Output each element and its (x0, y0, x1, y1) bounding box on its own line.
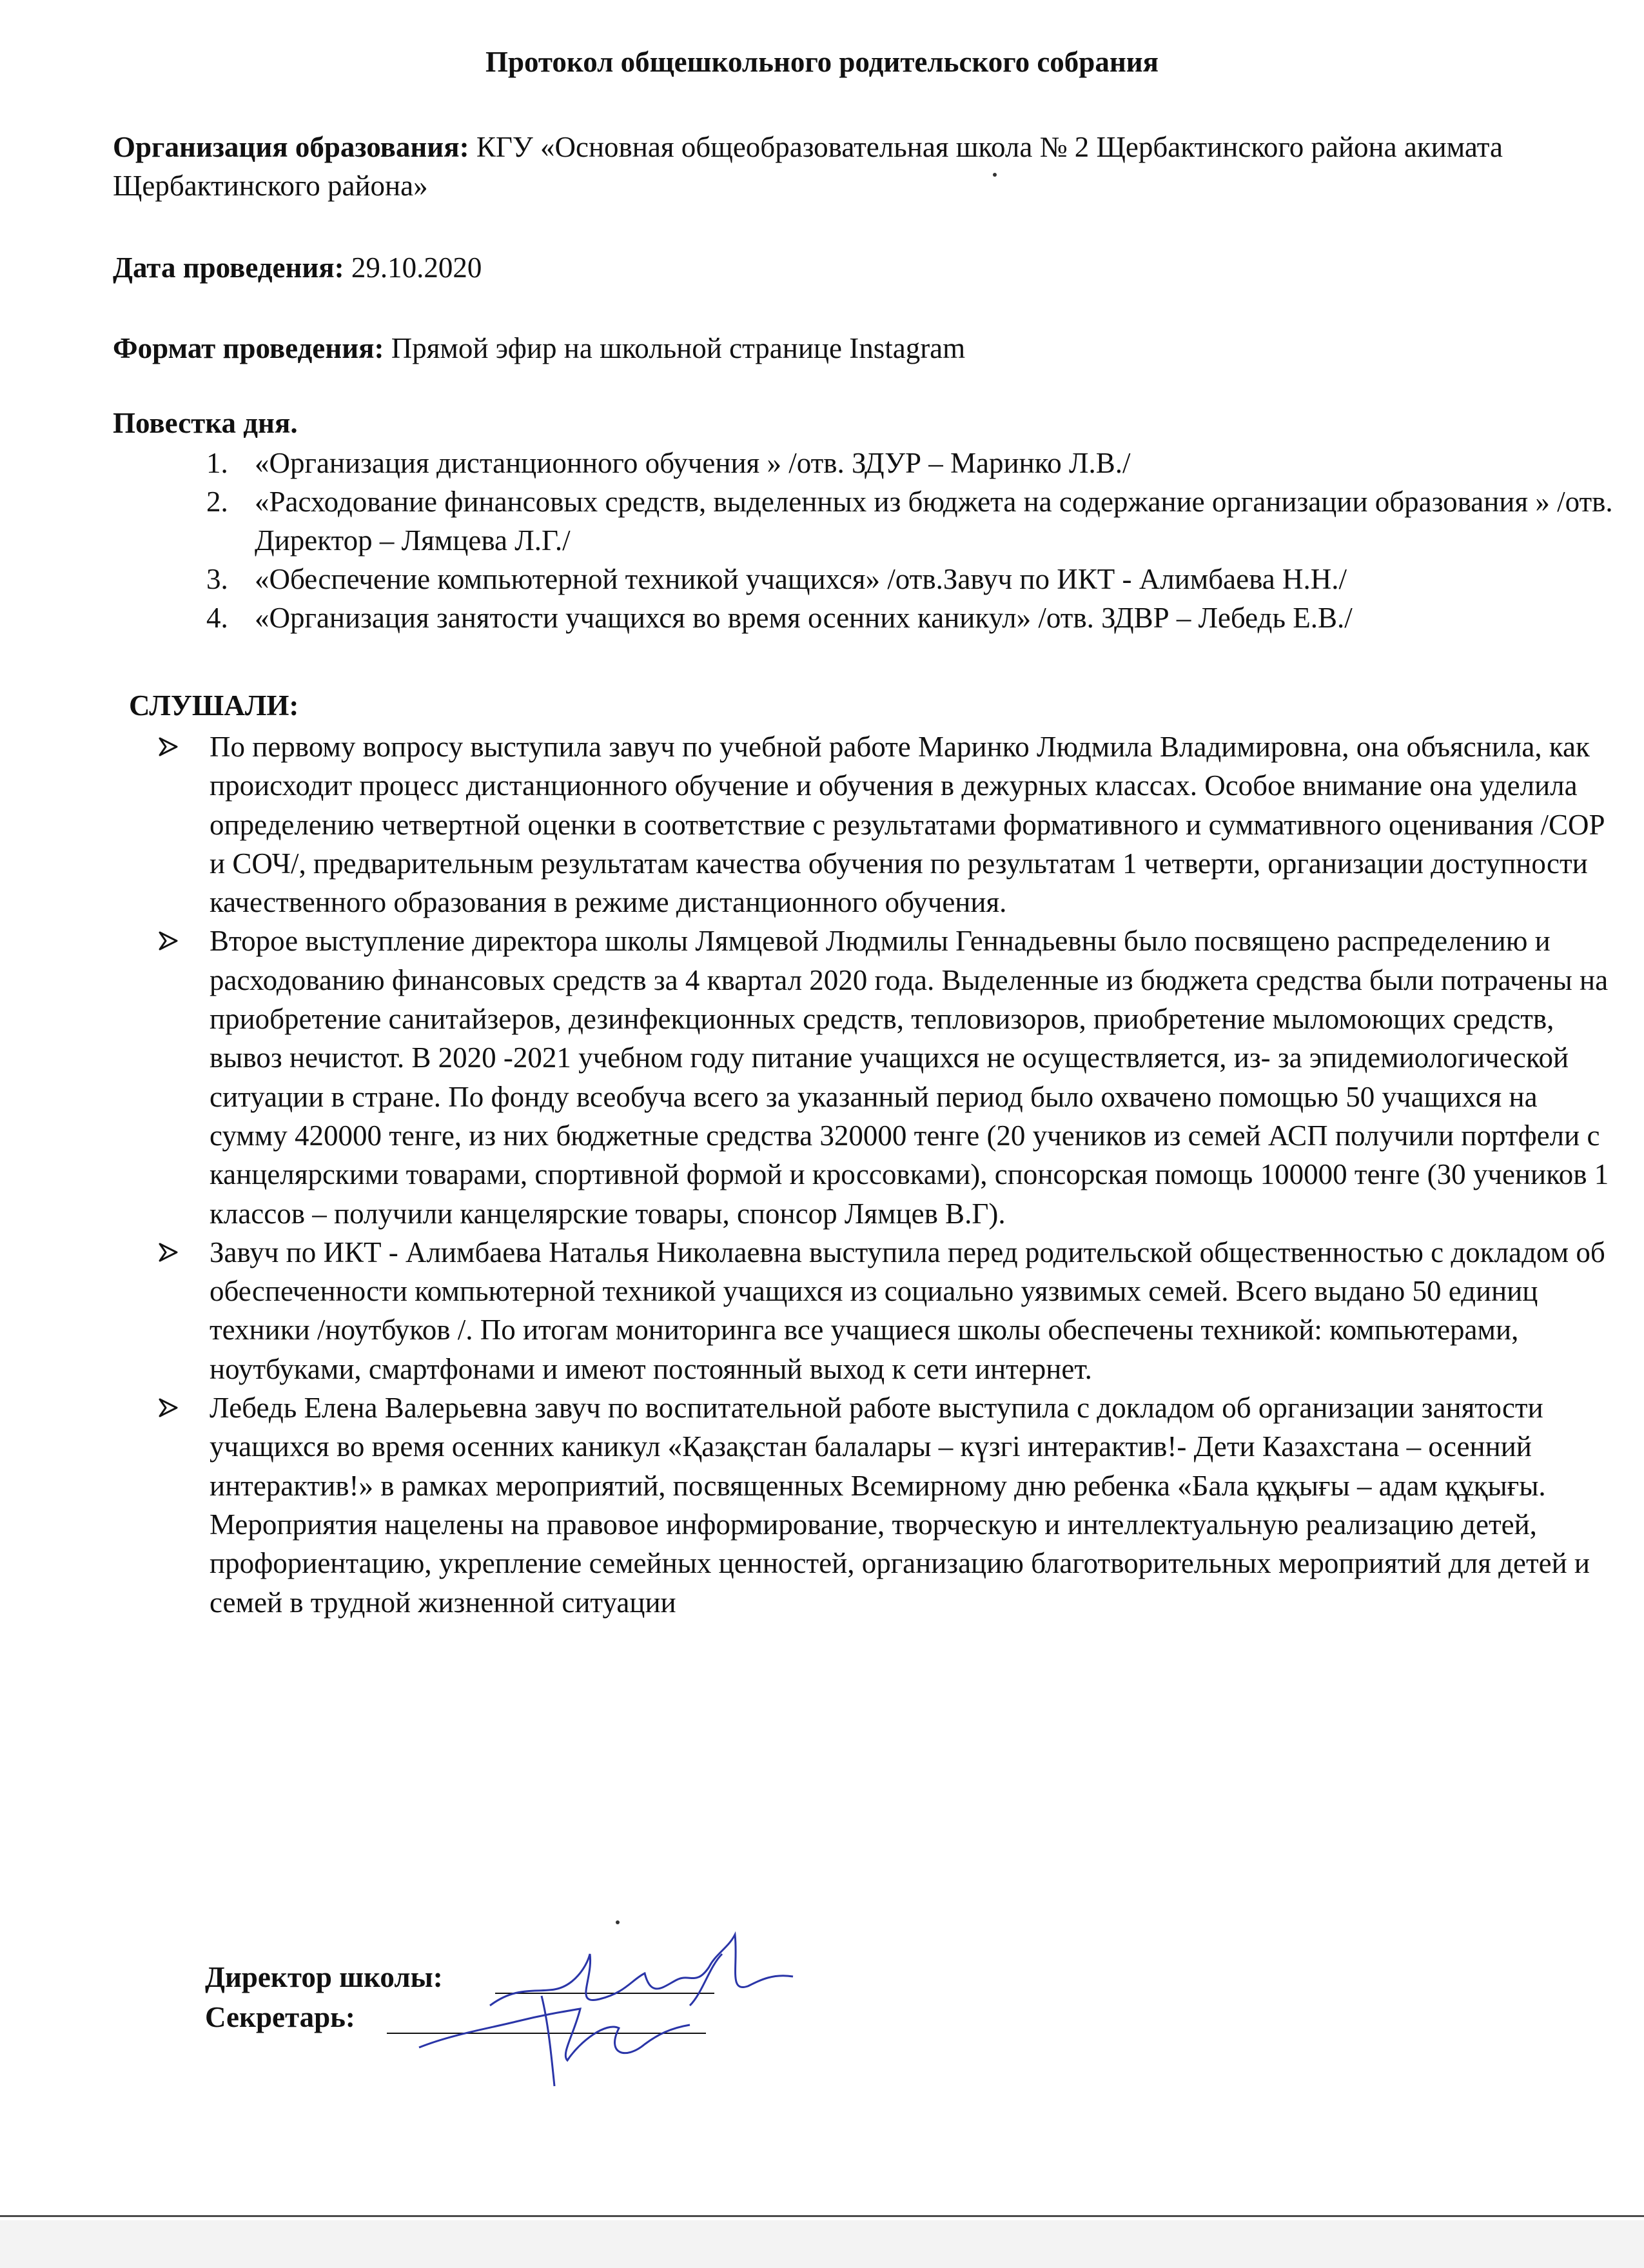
agenda-item (206, 482, 1625, 560)
scan-bottom-margin (0, 2220, 1644, 2268)
agenda-item (206, 560, 1625, 598)
agenda-item-number: 3. (206, 563, 228, 595)
agenda-item (206, 598, 1625, 637)
listened-item (158, 1233, 1615, 1388)
scan-speck (616, 1920, 620, 1924)
agenda-item-number: 2. (206, 486, 228, 518)
agenda-heading: Повестка дня. (113, 407, 298, 439)
arrow-bullet-icon (158, 1397, 179, 1418)
date-field (113, 248, 482, 287)
secretary-signature-label: Секретарь: (205, 2001, 355, 2033)
arrow-bullet-icon (158, 736, 179, 757)
agenda-item-text: «Организация дистанционного обучения » /отв. ЗДУР – Маринко Л.В./ (255, 447, 1131, 479)
organization-label: Организация образования: (113, 131, 469, 163)
secretary-handwritten-signature (413, 1983, 703, 2099)
agenda-item-number: 4. (206, 602, 228, 634)
listened-item (158, 727, 1615, 922)
listened-item-text: Завуч по ИКТ - Алимбаева Наталья Николаевна выступила перед родительской общественностью с докладом об обеспеченности компьютерной техникой учащихся из социально уязвимых семей. Всего выдано 50 единиц техники /ноутбуков /. По итогам мониторинга все учащиеся школы обеспечены техникой: компьютерами, ноутбуками, смартфонами и имеют постоянный выход к сети интернет. (210, 1236, 1605, 1385)
scan-bottom-edge (0, 2215, 1644, 2217)
agenda-item-text: «Организация занятости учащихся во время осенних каникул» /отв. ЗДВР – Лебедь Е.В./ (255, 602, 1353, 634)
listened-heading: СЛУШАЛИ: (129, 689, 299, 722)
director-signature-label: Директор школы: (205, 1961, 443, 1993)
listened-item-text: По первому вопросу выступила завуч по учебной работе Маринко Людмила Владимировна, она объяснила, как происходит процесс дистанционного обучение и обучения в дежурных классах. Особое внимание она уделила определению четвертной оценки в соответствие с результатами формативного и суммативного оценивания /СОР и СОЧ/, предварительным результатам качества обучения по результатам 1 четверти, организации доступности качественного образования в режиме дистанционного обучения. (210, 731, 1605, 919)
date-label: Дата проведения: (113, 251, 344, 284)
document-title: Протокол общешкольного родительского собрания (485, 46, 1159, 78)
listened-item-text: Лебедь Елена Валерьевна завуч по воспитательной работе выступила с докладом об организации занятости учащихся во время осенних каникул «Қазақстан балалары – күзгі интерактив!- Дети Казахстана – осенний интерактив!» в рамках мероприятий, посвященных Всемирному дню ребенка «Бала құқығы – адам құқығы. Мероприятия нацелены на правовое информирование, творческую и интеллектуальную реализацию детей, профориентацию, укрепление семейных ценностей, организацию благотворительных мероприятий для детей и семей в трудной жизненной ситуации (210, 1392, 1590, 1619)
organization-field (113, 128, 1596, 205)
listened-list (158, 727, 1615, 1622)
agenda-item (206, 444, 1625, 482)
listened-item (158, 1388, 1615, 1622)
arrow-bullet-icon (158, 1242, 179, 1263)
scan-speck (993, 173, 997, 177)
arrow-bullet-icon (158, 931, 179, 951)
agenda-item-text: «Расходование финансовых средств, выделенных из бюджета на содержание организации образования » /отв. Директор – Лямцева Л.Г./ (255, 486, 1613, 557)
agenda-item-text: «Обеспечение компьютерной техникой учащихся» /отв.Завуч по ИКТ - Алимбаева Н.Н./ (255, 563, 1347, 595)
format-field (113, 329, 965, 368)
format-label: Формат проведения: (113, 332, 384, 364)
listened-item (158, 922, 1615, 1232)
date-value: 29.10.2020 (351, 251, 482, 284)
format-value: Прямой эфир на школьной странице Instagram (391, 332, 966, 364)
organization-value: КГУ «Основная общеобразовательная школа № 2 Щербактинского района акимата Щербактинского района» (113, 131, 1503, 202)
agenda-list (206, 444, 1625, 637)
listened-item-text: Второе выступление директора школы Лямцевой Людмилы Геннадьевны было посвящено распределению и расходованию финансовых средств за 4 квартал 2020 года. Выделенные из бюджета средства были потрачены на приобретение санитайзеров, дезинфекционных средств, тепловизоров, приобретение мыломоющих средств, вывоз нечистот. В 2020 -2021 учебном году питание учащихся не осуществляется, из- за эпидемиологической ситуации в стране. По фонду всеобуча всего за указанный период было охвачено помощью 50 учащихся на сумму 420000 тенге, из них бюджетные средства 320000 тенге (20 учеников из семей АСП получили портфели с канцелярскими товарами, спортивной формой и кроссовками), спонсорская помощь 100000 тенге (30 учеников 1 классов – получили канцелярские товары, спонсор Лямцев В.Г). (210, 925, 1609, 1230)
agenda-item-number: 1. (206, 447, 228, 479)
